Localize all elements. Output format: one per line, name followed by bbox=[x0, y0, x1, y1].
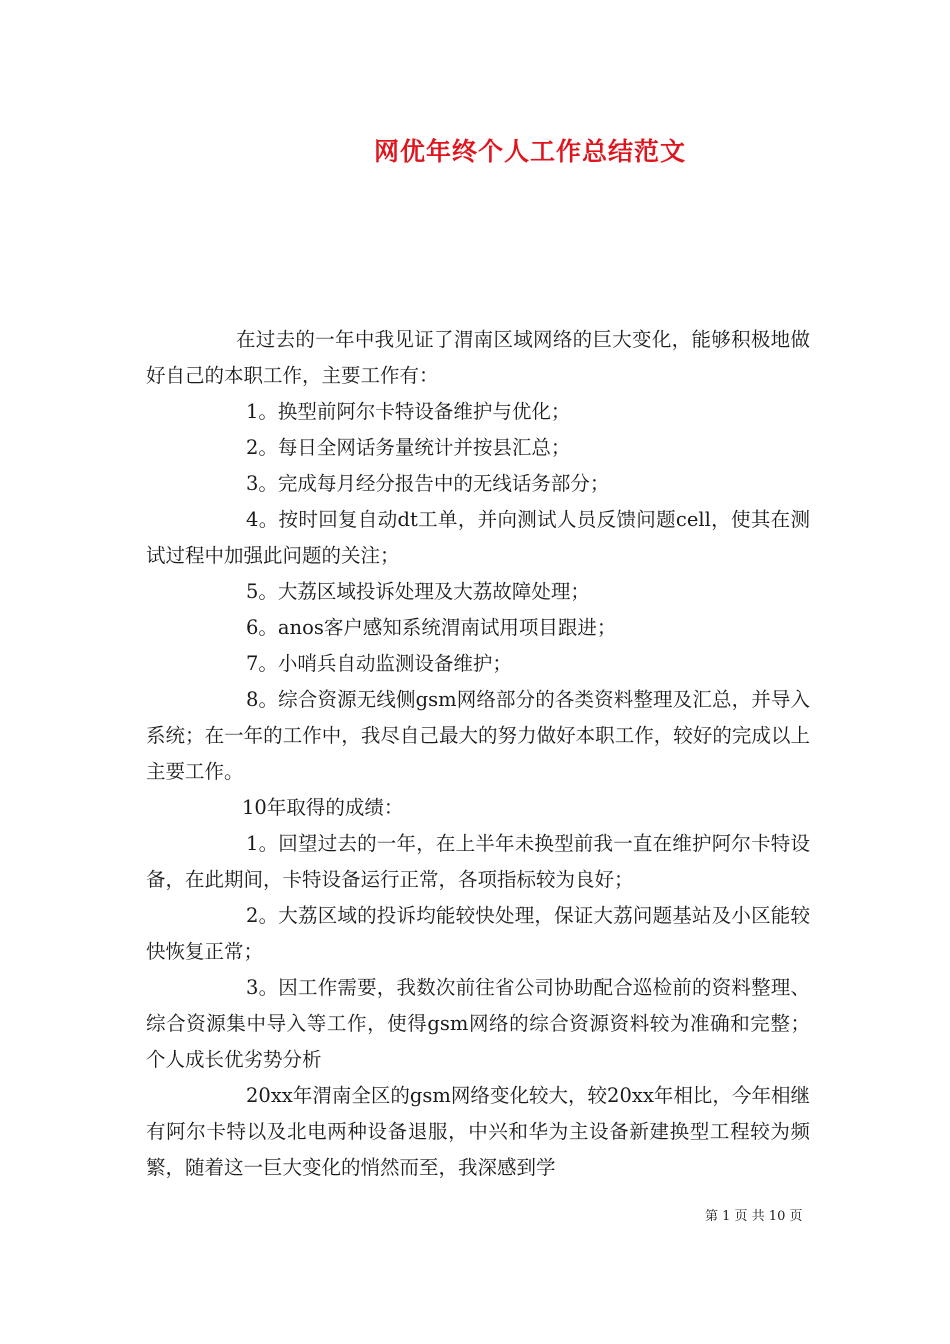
paragraph-analysis: 20xx年渭南全区的gsm网络变化较大，较20xx年相比，今年相继有阿尔卡特以及北电两种设备退服，中兴和华为主设备新建换型工程较为频繁，随着这一巨大变化的悄然而至，我深感到学 bbox=[146, 1084, 810, 1179]
list-item-7: 7。小哨兵自动监测设备维护； bbox=[246, 652, 512, 675]
section-heading-achievements: 10年取得的成绩： bbox=[242, 796, 404, 819]
achievement-item-2: 2。大荔区域的投诉均能较快处理，保证大荔问题基站及小区能较快恢复正常； bbox=[146, 904, 810, 963]
paragraph-intro: 在过去的一年中我见证了渭南区域网络的巨大变化，能够积极地做好自己的本职工作，主要工作有： bbox=[146, 328, 810, 387]
list-item-4: 4。按时回复自动dt工单，并向测试人员反馈问题cell，使其在测试过程中加强此问题的关注； bbox=[146, 508, 810, 567]
list-item-3: 3。完成每月经分报告中的无线话务部分； bbox=[246, 472, 610, 495]
document-body bbox=[146, 322, 810, 1186]
list-item-6: 6。anos客户感知系统渭南试用项目跟进； bbox=[246, 616, 617, 639]
list-item-8: 8。综合资源无线侧gsm网络部分的各类资料整理及汇总，并导入系统；在一年的工作中，我尽自己最大的努力做好本职工作，较好的完成以上主要工作。 bbox=[146, 688, 810, 783]
document-title: 网优年终个人工作总结范文 bbox=[373, 137, 686, 166]
achievement-item-1: 1。回望过去的一年，在上半年未换型前我一直在维护阿尔卡特设备，在此期间，卡特设备运行正常，各项指标较为良好； bbox=[146, 832, 810, 891]
list-item-2: 2。每日全网话务量统计并按县汇总； bbox=[246, 436, 571, 459]
achievement-item-3: 3。因工作需要，我数次前往省公司协助配合巡检前的资料整理、综合资源集中导入等工作，使得gsm网络的综合资源资料较为准确和完整；个人成长优劣势分析 bbox=[146, 976, 810, 1071]
list-item-1: 1。换型前阿尔卡特设备维护与优化； bbox=[246, 400, 571, 423]
page-number-footer: 第 1 页 共 10 页 bbox=[705, 1209, 803, 1224]
list-item-5: 5。大荔区域投诉处理及大荔故障处理； bbox=[246, 580, 590, 603]
